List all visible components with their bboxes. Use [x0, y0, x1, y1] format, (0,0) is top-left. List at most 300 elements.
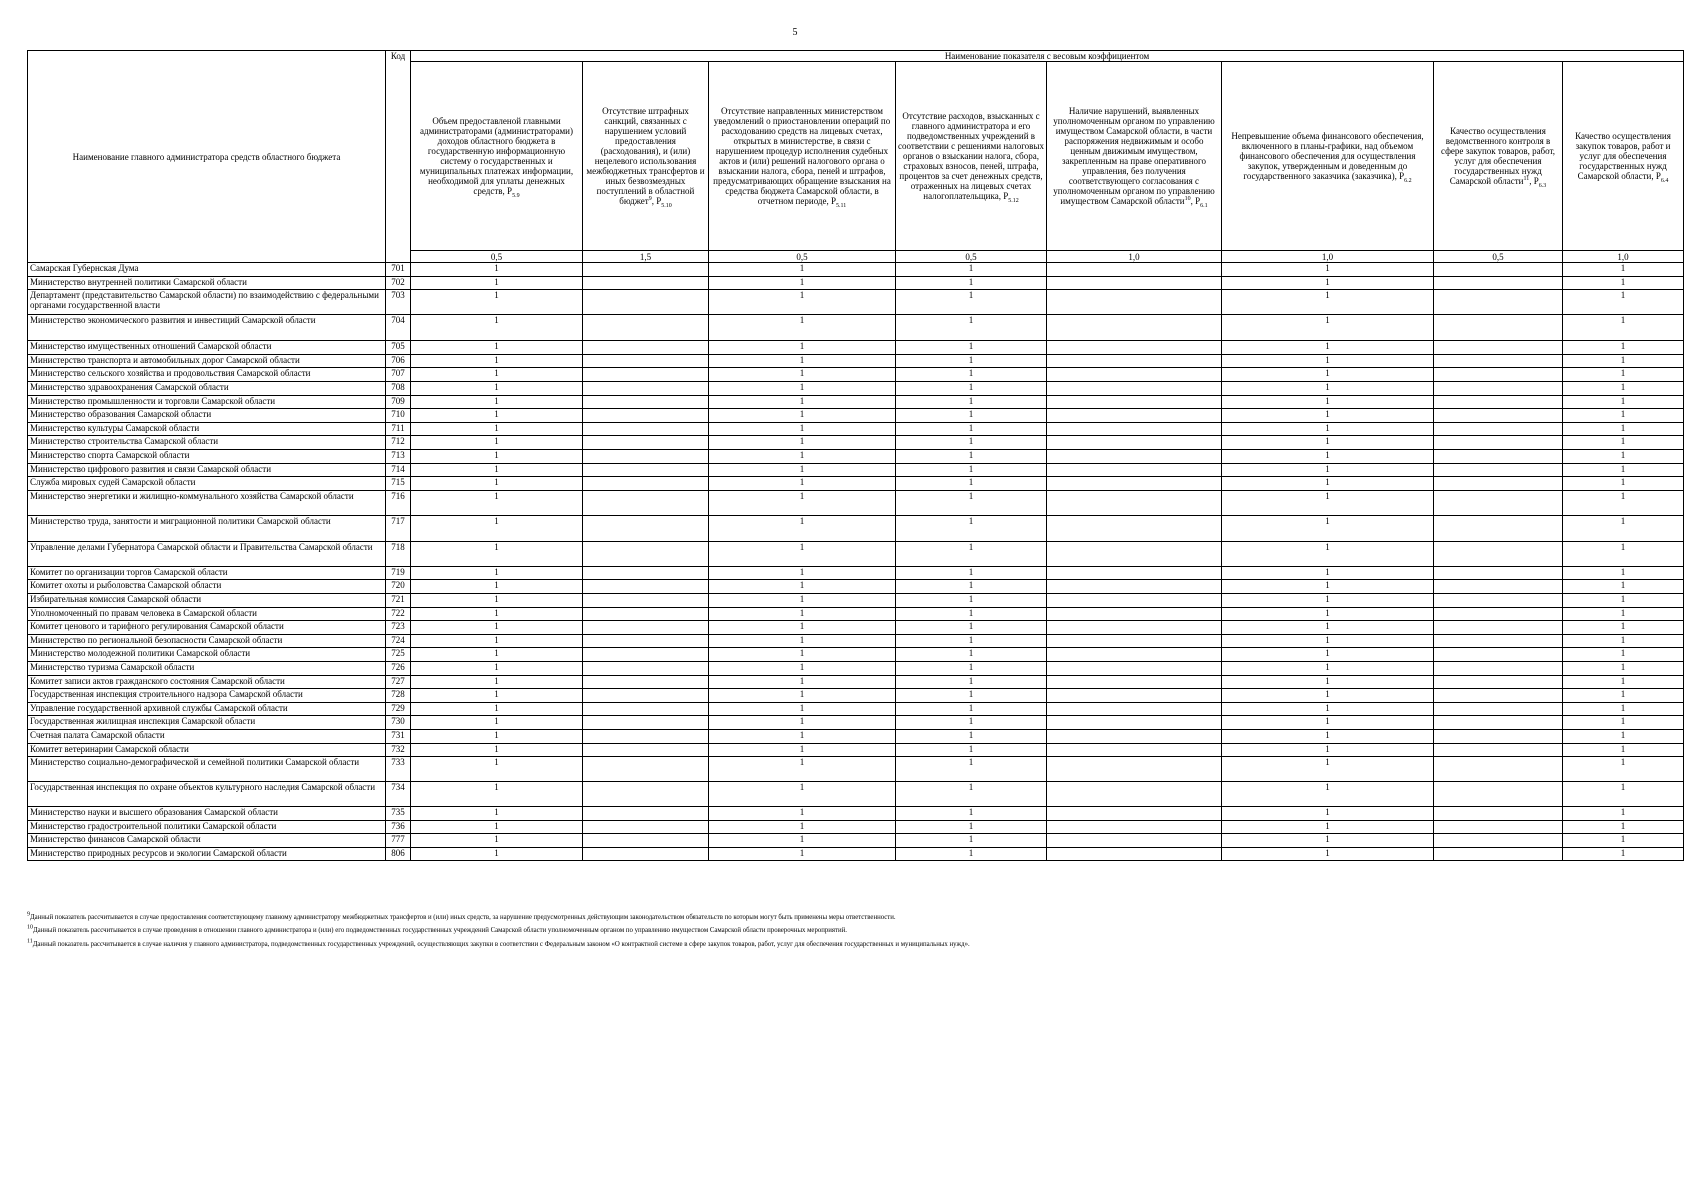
value-cell — [583, 450, 709, 464]
value-cell: 1 — [411, 847, 583, 861]
code-cell: 733 — [386, 757, 411, 782]
value-cell: 1 — [896, 409, 1047, 423]
table-row — [28, 834, 1684, 848]
value-cell: 1 — [709, 820, 896, 834]
value-cell — [1047, 422, 1222, 436]
code-cell: 719 — [386, 566, 411, 580]
value-cell — [1434, 580, 1563, 594]
admin-name-cell: Служба мировых судей Самарской области — [28, 477, 386, 491]
table-row — [28, 782, 1684, 807]
table-row — [28, 490, 1684, 515]
value-cell — [1047, 621, 1222, 635]
indicator-index: 6.1 — [1200, 203, 1208, 210]
value-cell: 1 — [1222, 607, 1434, 621]
indicator-index: 5.11 — [836, 203, 847, 210]
value-cell: 1 — [709, 382, 896, 396]
value-cell: 1 — [411, 834, 583, 848]
value-cell: 1 — [709, 634, 896, 648]
value-cell: 1 — [896, 263, 1047, 277]
value-cell: 1 — [411, 634, 583, 648]
value-cell — [583, 743, 709, 757]
value-cell: 1 — [709, 422, 896, 436]
value-cell — [1047, 807, 1222, 821]
table-row — [28, 382, 1684, 396]
value-cell: 1 — [411, 757, 583, 782]
indicator-group-header: Наименование показателя с весовым коэффициентом — [411, 51, 1684, 62]
value-cell — [583, 757, 709, 782]
value-cell: 1 — [1563, 593, 1684, 607]
value-cell: 1 — [1222, 782, 1434, 807]
value-cell: 1 — [1222, 593, 1434, 607]
value-cell: 1 — [411, 820, 583, 834]
footnote-mark: 11 — [1523, 176, 1530, 183]
value-cell — [1434, 409, 1563, 423]
value-cell — [1434, 675, 1563, 689]
indicator-header-1 — [411, 62, 583, 251]
value-cell: 1 — [896, 593, 1047, 607]
value-cell — [583, 463, 709, 477]
value-cell: 1 — [411, 450, 583, 464]
admin-name-cell: Комитет ценового и тарифного регулирования Самарской области — [28, 621, 386, 635]
value-cell — [1434, 634, 1563, 648]
indicator-text: Отсутствие направленных министерством уведомлений о приостановлении операций по расходованию средств на лицевых счетах, открытых в министерстве, в связи с нарушением процедур исполнения судебных актов и (или) решений налогового органа о взыскании налога, сбора, пеней и штрафов, предусматривающих обращение взыскания на средства бюджета Самарской области, в отчетном периоде, P — [713, 105, 891, 207]
value-cell: 1 — [411, 580, 583, 594]
value-cell: 1 — [411, 782, 583, 807]
value-cell — [583, 395, 709, 409]
value-cell: 1 — [896, 541, 1047, 566]
weight-cell: 1,0 — [1563, 251, 1684, 263]
value-cell — [583, 847, 709, 861]
value-cell: 1 — [709, 263, 896, 277]
code-cell: 702 — [386, 276, 411, 290]
value-cell: 1 — [1563, 847, 1684, 861]
value-cell: 1 — [411, 490, 583, 515]
table-row — [28, 807, 1684, 821]
code-cell: 722 — [386, 607, 411, 621]
value-cell: 1 — [1563, 807, 1684, 821]
table-row — [28, 436, 1684, 450]
value-cell: 1 — [1563, 382, 1684, 396]
admin-name-cell: Управление государственной архивной службы Самарской области — [28, 702, 386, 716]
value-cell: 1 — [1222, 702, 1434, 716]
code-cell: 729 — [386, 702, 411, 716]
value-cell — [1434, 276, 1563, 290]
weight-cell: 1,5 — [583, 251, 709, 263]
value-cell: 1 — [411, 463, 583, 477]
code-cell: 726 — [386, 661, 411, 675]
code-cell: 728 — [386, 689, 411, 703]
code-cell: 734 — [386, 782, 411, 807]
table-row — [28, 820, 1684, 834]
value-cell: 1 — [709, 702, 896, 716]
value-cell: 1 — [1222, 743, 1434, 757]
value-cell: 1 — [709, 607, 896, 621]
table-row — [28, 743, 1684, 757]
value-cell: 1 — [709, 729, 896, 743]
value-cell: 1 — [1563, 276, 1684, 290]
value-cell: 1 — [896, 820, 1047, 834]
value-cell: 1 — [896, 436, 1047, 450]
value-cell — [1047, 729, 1222, 743]
value-cell — [583, 716, 709, 730]
code-cell: 731 — [386, 729, 411, 743]
value-cell — [1434, 515, 1563, 541]
value-cell: 1 — [411, 409, 583, 423]
value-cell — [1434, 661, 1563, 675]
value-cell: 1 — [1222, 634, 1434, 648]
value-cell: 1 — [709, 716, 896, 730]
value-cell: 1 — [896, 515, 1047, 541]
admin-name-cell: Министерство внутренней политики Самарской области — [28, 276, 386, 290]
value-cell — [1434, 820, 1563, 834]
value-cell — [583, 580, 709, 594]
value-cell — [1047, 743, 1222, 757]
value-cell: 1 — [411, 354, 583, 368]
indicator-index: 5.9 — [512, 193, 520, 200]
value-cell — [583, 315, 709, 341]
footnote-mark: 11 — [27, 938, 33, 945]
value-cell — [1047, 607, 1222, 621]
value-cell: 1 — [896, 634, 1047, 648]
indicator-header-4 — [896, 62, 1047, 251]
value-cell: 1 — [411, 382, 583, 396]
code-cell: 709 — [386, 395, 411, 409]
value-cell: 1 — [896, 648, 1047, 662]
value-cell: 1 — [896, 782, 1047, 807]
value-cell: 1 — [709, 689, 896, 703]
indicator-header-6 — [1222, 62, 1434, 251]
value-cell: 1 — [896, 315, 1047, 341]
value-cell — [583, 820, 709, 834]
table-row — [28, 368, 1684, 382]
code-cell: 713 — [386, 450, 411, 464]
table-row — [28, 354, 1684, 368]
value-cell: 1 — [1563, 729, 1684, 743]
weight-cell: 1,0 — [1222, 251, 1434, 263]
value-cell: 1 — [411, 436, 583, 450]
indicator-header-5 — [1047, 62, 1222, 251]
value-cell — [583, 490, 709, 515]
value-cell: 1 — [1222, 566, 1434, 580]
footnote-text: Данный показатель рассчитывается в случае проведения в отношении главного администратора и (или) его подведомственных государственных учреждений Самарской области уполномоченным органом по управлению имуществом Самарской области проверочных мероприятий. — [33, 927, 847, 935]
value-cell — [1434, 847, 1563, 861]
admin-name-cell: Министерство природных ресурсов и экологии Самарской области — [28, 847, 386, 861]
admin-name-cell: Министерство науки и высшего образования Самарской области — [28, 807, 386, 821]
value-cell: 1 — [709, 743, 896, 757]
footnote — [27, 938, 1670, 948]
value-cell — [583, 354, 709, 368]
value-cell — [1047, 661, 1222, 675]
table-row — [28, 729, 1684, 743]
value-cell — [1047, 541, 1222, 566]
value-cell — [1434, 263, 1563, 277]
value-cell: 1 — [896, 580, 1047, 594]
value-cell — [1434, 290, 1563, 315]
code-cell: 711 — [386, 422, 411, 436]
value-cell: 1 — [1563, 463, 1684, 477]
value-cell: 1 — [709, 834, 896, 848]
admin-name-cell: Министерство молодежной политики Самарской области — [28, 648, 386, 662]
value-cell: 1 — [1222, 716, 1434, 730]
value-cell: 1 — [1563, 515, 1684, 541]
value-cell — [583, 834, 709, 848]
value-cell: 1 — [1563, 354, 1684, 368]
value-cell: 1 — [896, 675, 1047, 689]
value-cell: 1 — [411, 807, 583, 821]
value-cell: 1 — [709, 436, 896, 450]
value-cell: 1 — [1222, 757, 1434, 782]
indicator-text: Отсутствие штрафных санкций, связанных с нарушением условий предоставления (расходования), и (или) нецелевого использования межбюджетных трансфертов и иных безвозмездных поступлений в областной бюджет — [586, 105, 705, 207]
code-cell: 701 — [386, 263, 411, 277]
value-cell: 1 — [709, 847, 896, 861]
value-cell: 1 — [1563, 315, 1684, 341]
table-row — [28, 341, 1684, 355]
value-cell — [583, 290, 709, 315]
table-row — [28, 593, 1684, 607]
value-cell: 1 — [1222, 382, 1434, 396]
value-cell — [583, 634, 709, 648]
value-cell — [1047, 820, 1222, 834]
admin-name-header: Наименование главного администратора средств областного бюджета — [28, 51, 386, 263]
indicator-text: Наличие нарушений, выявленных уполномоченным органом по управлению имуществом Самарской области, в части распоряжения недвижимым и особо ценным движимым имуществом, закрепленным на праве оперативного управления, без получения соответствующего согласования с уполномоченным органом по управлению имуществом Самарской области — [1053, 105, 1215, 207]
value-cell — [583, 566, 709, 580]
table-row — [28, 675, 1684, 689]
value-cell — [583, 341, 709, 355]
admin-name-cell: Министерство градостроительной политики Самарской области — [28, 820, 386, 834]
value-cell — [1047, 648, 1222, 662]
value-cell: 1 — [896, 422, 1047, 436]
value-cell: 1 — [709, 757, 896, 782]
value-cell: 1 — [896, 621, 1047, 635]
value-cell: 1 — [1222, 847, 1434, 861]
footnotes — [27, 911, 1670, 954]
value-cell — [1047, 463, 1222, 477]
value-cell — [1047, 593, 1222, 607]
table-row — [28, 702, 1684, 716]
indicators-table — [27, 50, 1684, 861]
value-cell — [1434, 834, 1563, 848]
admin-name-cell: Министерство цифрового развития и связи Самарской области — [28, 463, 386, 477]
value-cell: 1 — [896, 834, 1047, 848]
value-cell: 1 — [1222, 276, 1434, 290]
value-cell — [1434, 382, 1563, 396]
table-row — [28, 515, 1684, 541]
value-cell: 1 — [1563, 290, 1684, 315]
value-cell: 1 — [1563, 648, 1684, 662]
value-cell: 1 — [709, 409, 896, 423]
indicator-index: 5.10 — [661, 203, 672, 210]
value-cell: 1 — [896, 807, 1047, 821]
code-cell: 715 — [386, 477, 411, 491]
value-cell: 1 — [709, 580, 896, 594]
admin-name-cell: Государственная инспекция по охране объектов культурного наследия Самарской области — [28, 782, 386, 807]
value-cell — [1434, 541, 1563, 566]
value-cell — [583, 436, 709, 450]
value-cell: 1 — [1563, 820, 1684, 834]
admin-name-cell: Министерство сельского хозяйства и продовольствия Самарской области — [28, 368, 386, 382]
value-cell: 1 — [1222, 341, 1434, 355]
value-cell — [1047, 566, 1222, 580]
admin-name-cell: Министерство имущественных отношений Самарской области — [28, 341, 386, 355]
value-cell — [1434, 368, 1563, 382]
code-cell: 708 — [386, 382, 411, 396]
value-cell: 1 — [709, 477, 896, 491]
value-cell: 1 — [709, 490, 896, 515]
value-cell: 1 — [709, 368, 896, 382]
indicator-text: Объем предоставленой главными администраторами (администраторами) доходов областного бюджета в государственную информационную систему о государственных и муниципальных платежах информации, необходимой для уплаты денежных средств, P — [419, 115, 574, 197]
table-row — [28, 395, 1684, 409]
value-cell — [583, 648, 709, 662]
value-cell — [1434, 621, 1563, 635]
code-cell: 723 — [386, 621, 411, 635]
value-cell: 1 — [411, 661, 583, 675]
value-cell — [1434, 648, 1563, 662]
value-cell: 1 — [1222, 675, 1434, 689]
weight-cell: 0,5 — [896, 251, 1047, 263]
value-cell: 1 — [1563, 541, 1684, 566]
code-header: Код — [386, 51, 411, 263]
code-cell: 806 — [386, 847, 411, 861]
value-cell — [1047, 395, 1222, 409]
value-cell: 1 — [1563, 743, 1684, 757]
code-cell: 777 — [386, 834, 411, 848]
indicator-text: Качество осуществления закупок товаров, работ и услуг для обеспечения государственных нужд Самарской области, P — [1575, 130, 1671, 182]
value-cell — [1434, 395, 1563, 409]
table-row — [28, 757, 1684, 782]
value-cell: 1 — [411, 743, 583, 757]
value-cell: 1 — [1222, 729, 1434, 743]
admin-name-cell: Счетная палата Самарской области — [28, 729, 386, 743]
value-cell: 1 — [1222, 661, 1434, 675]
value-cell — [1047, 354, 1222, 368]
value-cell — [583, 702, 709, 716]
footnote-mark: 10 — [1184, 196, 1191, 203]
value-cell: 1 — [1563, 409, 1684, 423]
weight-cell: 1,0 — [1047, 251, 1222, 263]
value-cell — [1047, 675, 1222, 689]
value-cell: 1 — [1563, 661, 1684, 675]
value-cell: 1 — [896, 450, 1047, 464]
value-cell: 1 — [709, 276, 896, 290]
value-cell: 1 — [896, 354, 1047, 368]
value-cell: 1 — [709, 782, 896, 807]
value-cell: 1 — [1222, 463, 1434, 477]
value-cell: 1 — [1222, 315, 1434, 341]
value-cell: 1 — [896, 382, 1047, 396]
value-cell: 1 — [896, 716, 1047, 730]
value-cell: 1 — [709, 566, 896, 580]
admin-name-cell: Государственная инспекция строительного надзора Самарской области — [28, 689, 386, 703]
table-row — [28, 621, 1684, 635]
value-cell — [583, 263, 709, 277]
code-cell: 720 — [386, 580, 411, 594]
code-cell: 710 — [386, 409, 411, 423]
value-cell: 1 — [411, 716, 583, 730]
value-cell — [1047, 263, 1222, 277]
value-cell: 1 — [411, 648, 583, 662]
value-cell: 1 — [1563, 757, 1684, 782]
page-number: 5 — [792, 27, 798, 38]
value-cell: 1 — [896, 463, 1047, 477]
value-cell: 1 — [1563, 580, 1684, 594]
value-cell: 1 — [1563, 341, 1684, 355]
value-cell: 1 — [1563, 782, 1684, 807]
value-cell: 1 — [1222, 436, 1434, 450]
value-cell: 1 — [896, 702, 1047, 716]
value-cell — [1047, 847, 1222, 861]
table-row — [28, 263, 1684, 277]
value-cell: 1 — [709, 395, 896, 409]
value-cell: 1 — [411, 263, 583, 277]
value-cell — [583, 382, 709, 396]
indicator-symbol: , P — [1529, 176, 1539, 187]
value-cell — [583, 368, 709, 382]
value-cell: 1 — [1563, 702, 1684, 716]
value-cell: 1 — [1222, 263, 1434, 277]
footnote-mark: 9 — [27, 911, 30, 918]
admin-name-cell: Министерство труда, занятости и миграционной политики Самарской области — [28, 515, 386, 541]
value-cell: 1 — [896, 477, 1047, 491]
table-row — [28, 541, 1684, 566]
value-cell: 1 — [411, 593, 583, 607]
indicator-index: 6.2 — [1404, 177, 1412, 184]
value-cell: 1 — [1222, 621, 1434, 635]
value-cell — [1434, 490, 1563, 515]
code-cell: 704 — [386, 315, 411, 341]
indicator-index: 6.3 — [1538, 183, 1547, 190]
value-cell — [1434, 566, 1563, 580]
table-row — [28, 315, 1684, 341]
admin-name-cell: Министерство социально-демографической и семейной политики Самарской области — [28, 757, 386, 782]
footnote-mark: 10 — [27, 925, 33, 932]
code-cell: 721 — [386, 593, 411, 607]
value-cell: 1 — [1563, 716, 1684, 730]
code-cell: 735 — [386, 807, 411, 821]
indicator-symbol: , P — [1190, 196, 1201, 207]
value-cell: 1 — [1222, 820, 1434, 834]
code-cell: 703 — [386, 290, 411, 315]
value-cell — [1047, 341, 1222, 355]
value-cell: 1 — [1222, 580, 1434, 594]
admin-name-cell: Комитет по организации торгов Самарской области — [28, 566, 386, 580]
value-cell — [1434, 315, 1563, 341]
value-cell — [1434, 807, 1563, 821]
value-cell — [583, 729, 709, 743]
value-cell: 1 — [896, 566, 1047, 580]
code-cell: 717 — [386, 515, 411, 541]
value-cell — [583, 541, 709, 566]
value-cell — [1434, 729, 1563, 743]
code-cell: 736 — [386, 820, 411, 834]
value-cell — [583, 675, 709, 689]
value-cell: 1 — [709, 621, 896, 635]
value-cell: 1 — [411, 729, 583, 743]
value-cell: 1 — [1563, 263, 1684, 277]
table-row — [28, 450, 1684, 464]
table-row — [28, 689, 1684, 703]
value-cell: 1 — [411, 477, 583, 491]
footnote-mark: 9 — [648, 196, 652, 203]
indicator-index: 5.12 — [1008, 198, 1019, 205]
indicator-header-3 — [709, 62, 896, 251]
admin-name-cell: Министерство экономического развития и инвестиций Самарской области — [28, 315, 386, 341]
table-row — [28, 566, 1684, 580]
value-cell: 1 — [896, 743, 1047, 757]
table-row — [28, 290, 1684, 315]
value-cell: 1 — [1563, 422, 1684, 436]
code-cell: 732 — [386, 743, 411, 757]
value-cell — [1047, 834, 1222, 848]
